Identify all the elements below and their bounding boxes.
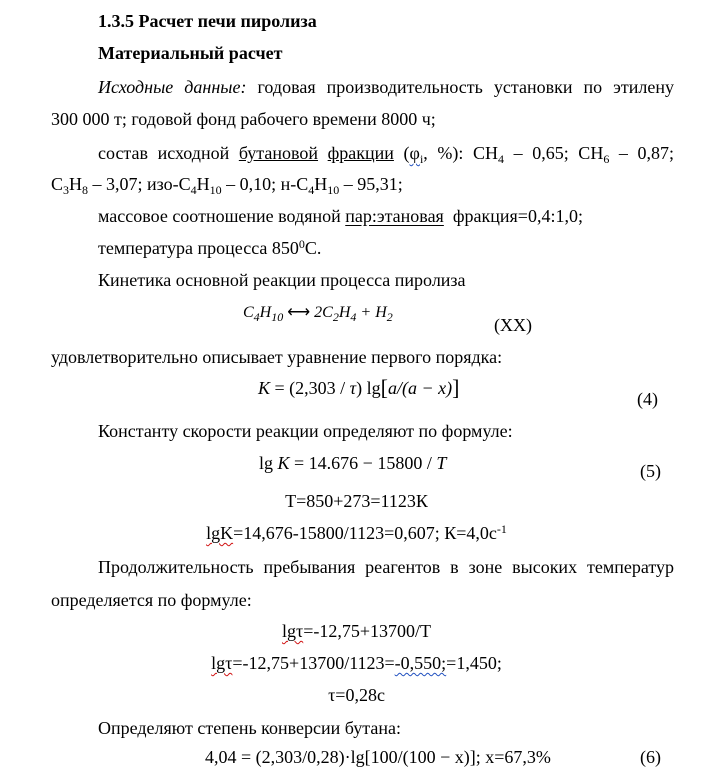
reaction-label: (XX) bbox=[494, 315, 532, 335]
cutoff-equation-number: (6) bbox=[640, 747, 661, 767]
composition-line-2: $С_3Н_8 - 3,07$; изо-$С_4Н_{10} - 0,10$; $н-С_4Н_{10} - 95,31$; bbox=[51, 174, 403, 197]
lgtau-calc: lgτ=-12,75+13700/1123=-0,550;=1,450; bbox=[211, 653, 502, 673]
equation-5-number: (5) bbox=[640, 461, 661, 481]
subsection-heading: Материальный расчет bbox=[98, 43, 283, 63]
temperature-line: температура процесса $850^0С$. bbox=[98, 237, 322, 258]
temperature-kelvin: Т=850+273=1123К bbox=[285, 491, 428, 511]
rate-constant-calc: lgK=14,676-15800/1123=0,607; $К=4,0с^{-1}$ bbox=[206, 522, 507, 543]
intro-label: Исходные данные: bbox=[98, 77, 247, 97]
intro-line-2: 300 000 т; годовой фонд рабочего времени 8000 ч; bbox=[51, 109, 436, 129]
lgtau-formula: lgτ=-12,75+13700/Т bbox=[281, 621, 432, 641]
kinetics-intro: Кинетика основной реакции процесса пиролиза bbox=[98, 270, 466, 290]
intro-line-1: Исходные данные: годовая производительность установки по этилену bbox=[98, 77, 675, 97]
section-heading: 1.3.5 Расчет печи пиролиза bbox=[98, 11, 317, 31]
first-order-text: удовлетворительно описывает уравнение первого порядка: bbox=[51, 347, 503, 367]
residence-line-2: определяется по формуле: bbox=[51, 590, 252, 610]
conversion-text: Определяют степень конверсии бутана: bbox=[98, 718, 401, 738]
tau-value: τ=0,28с bbox=[328, 685, 385, 705]
equation-4: K = (2,303 / τ) lg[a/(a − x)] bbox=[258, 375, 460, 400]
residence-line-1: Продолжительность пребывания реагентов в зоне высоких температур bbox=[98, 557, 674, 577]
reaction-equation: $C_4H_{10}$ ⟷ $2C_2H_4 + H_2$ bbox=[243, 304, 393, 324]
cutoff-equation: 4,04 = (2,303/0,28)·lg[100/(100 − x)]; x=67,3% bbox=[205, 747, 551, 767]
equation-4-number: (4) bbox=[637, 389, 658, 409]
rate-constant-text: Константу скорости реакции определяют по формуле: bbox=[98, 421, 513, 441]
ratio-line: массовое соотношение водяной пар:этановая фракция=0,4:1,0; bbox=[98, 206, 583, 226]
equation-5: lg K = 14.676 − 15800 / T bbox=[259, 453, 447, 473]
composition-line-1: состав исходной бутановой фракции ($\varphi_i$, %): $СН_4 - 0,65$; $СН_6 - 0,87$; bbox=[98, 143, 675, 166]
